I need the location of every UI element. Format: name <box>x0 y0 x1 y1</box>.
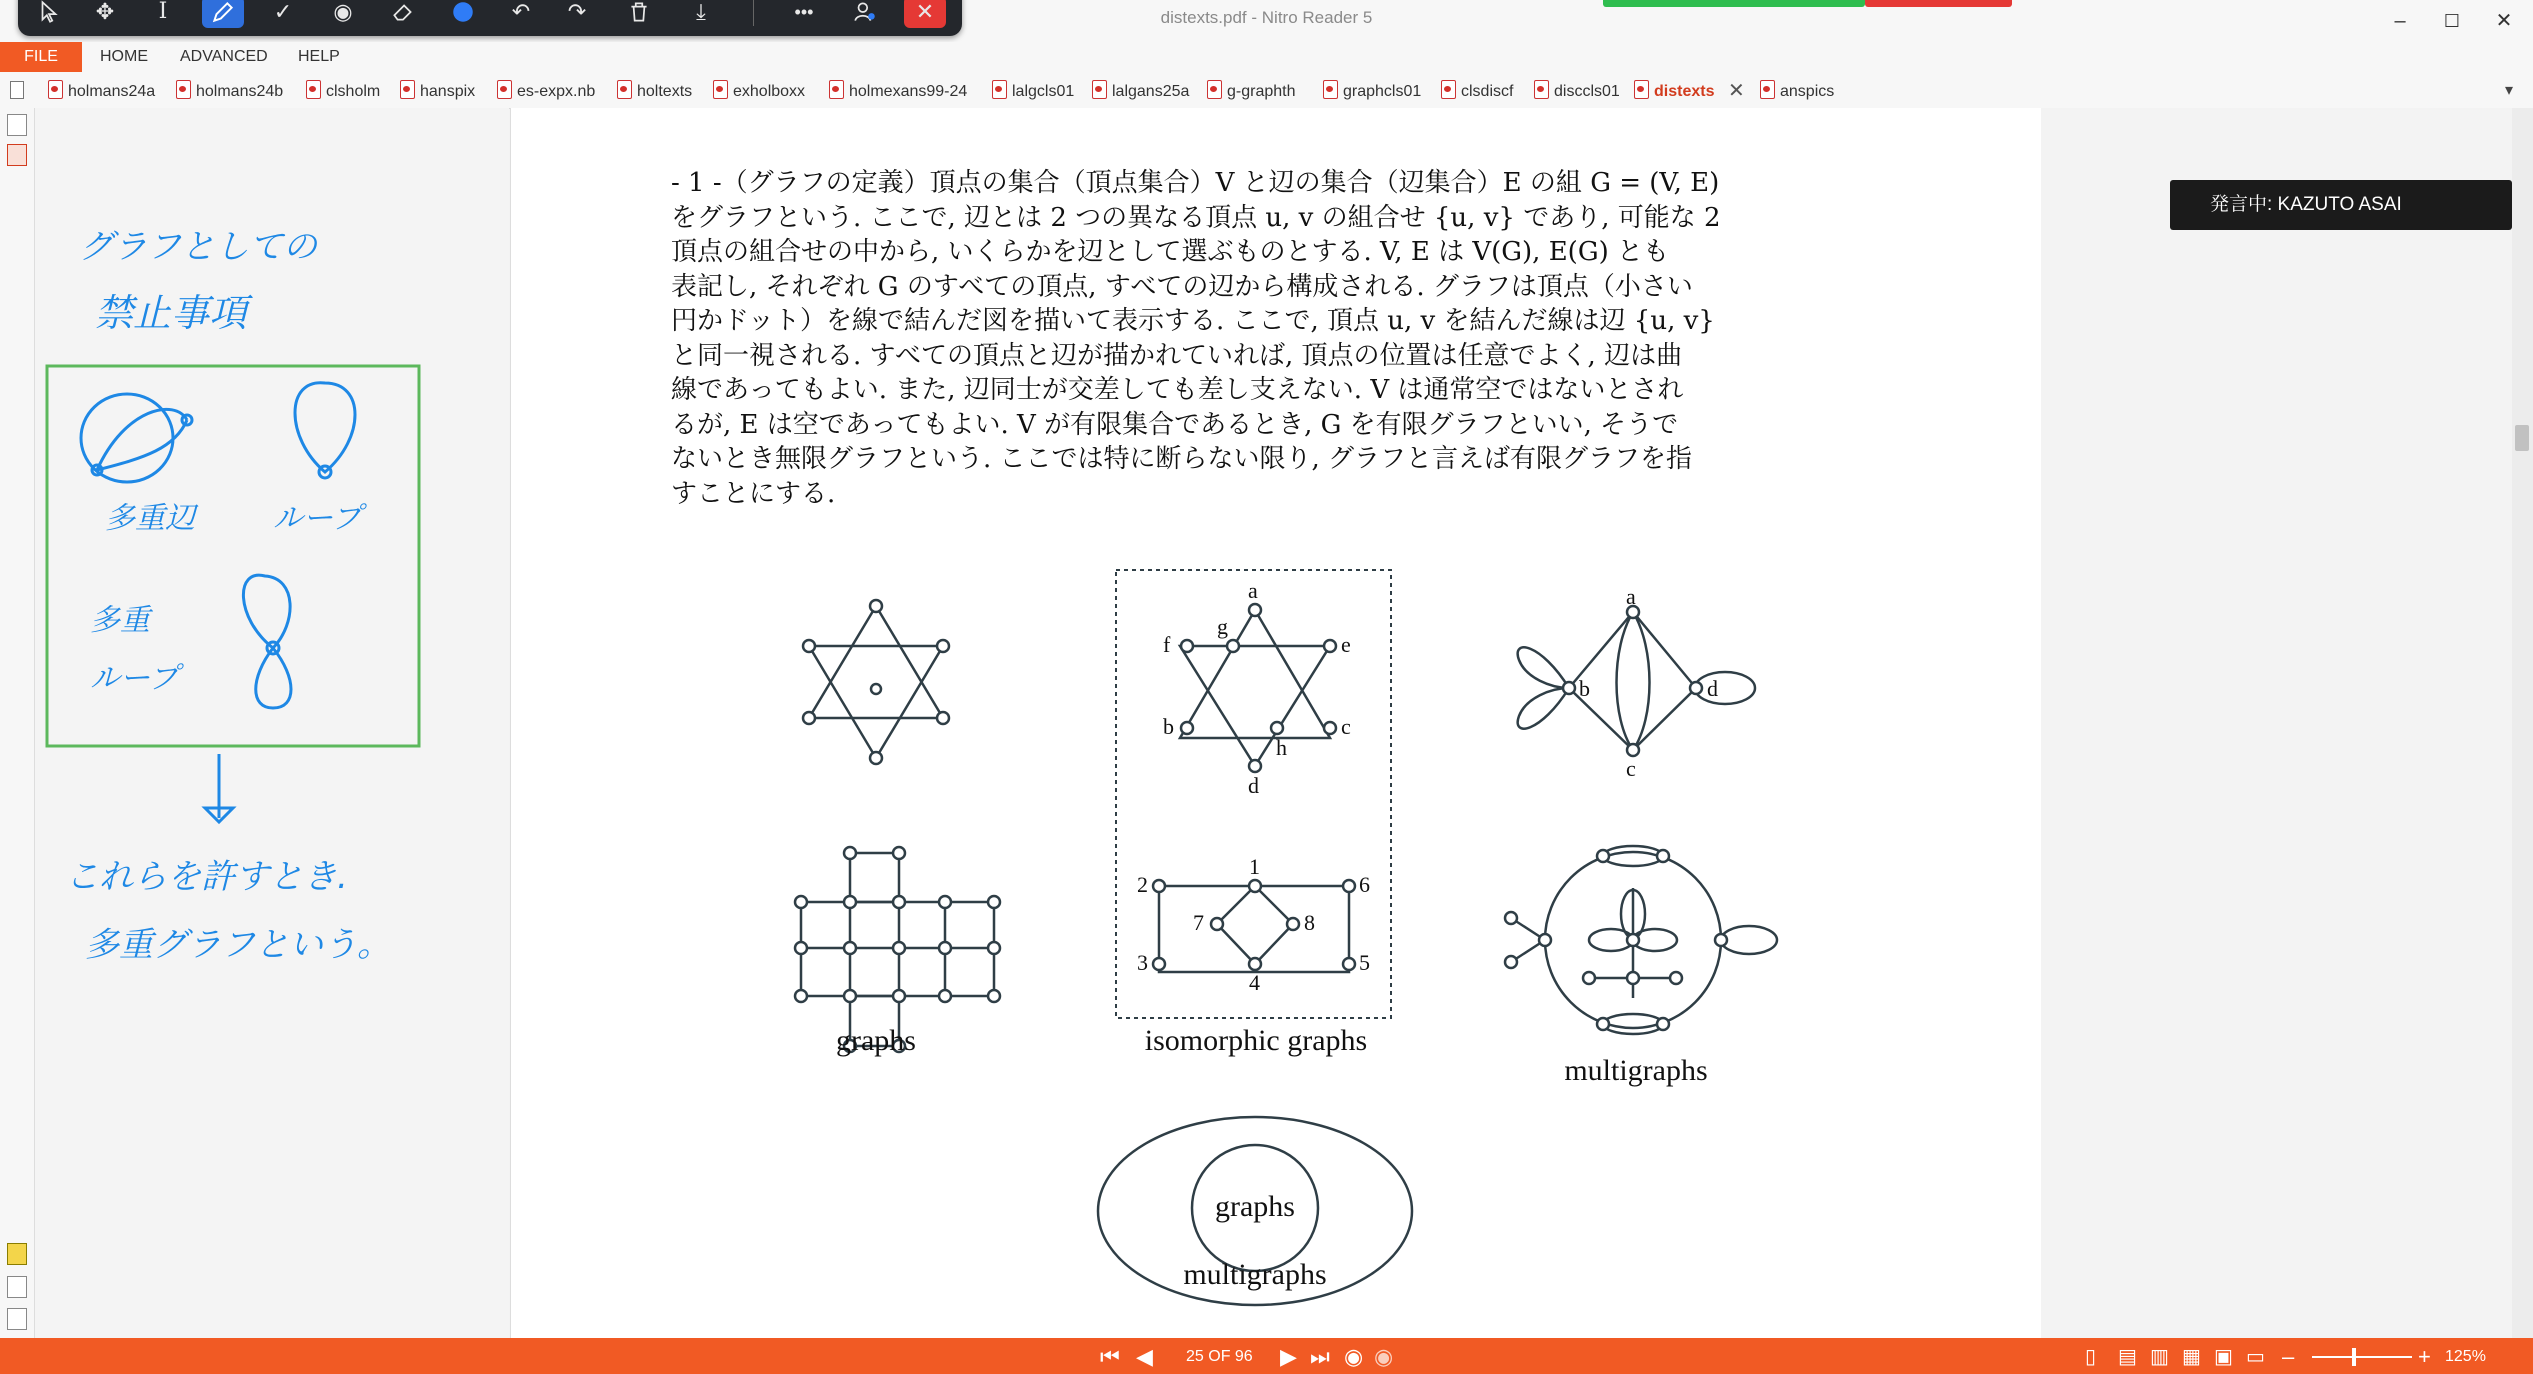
vertex-label-g: g <box>1217 614 1228 639</box>
continuous-view-icon[interactable]: ▤ <box>2118 1346 2137 1368</box>
fit-page-icon[interactable]: ▣ <box>2214 1346 2233 1368</box>
multi-loop-sketch-bottom <box>256 648 291 708</box>
tab-holtexts[interactable]: holtexts <box>617 80 692 101</box>
previous-page-icon[interactable]: ◀ <box>1136 1344 1153 1369</box>
loop-sketch <box>295 383 355 472</box>
vertex-label-f: f <box>1163 632 1171 657</box>
pdf-file-icon <box>306 80 321 99</box>
tab-hanspix[interactable]: hanspix <box>400 80 475 101</box>
tab-exholboxx[interactable]: exholboxx <box>713 80 805 101</box>
recording-indicator-red <box>1865 0 2012 7</box>
left-sidebar-strip <box>0 108 35 1338</box>
tab-lalgcls01[interactable]: lalgcls01 <box>992 80 1074 101</box>
speaker-indicator: 発言中: KAZUTO ASAI <box>2170 180 2512 230</box>
paragraph-line: をグラフという. ここで, 辺とは 2 つの異なる頂点 u, v の組合せ {u, v} であり, 可能な 2 <box>671 202 1721 233</box>
color-picker-icon[interactable] <box>442 0 484 28</box>
pdf-file-icon <box>992 80 1007 99</box>
toolbar-divider <box>753 0 754 26</box>
paragraph-line: と同一視される. すべての頂点と辺が描かれていれば, 頂点の位置は任意でよく, 辺は曲 <box>671 340 1683 371</box>
graph-figures <box>511 108 2041 1338</box>
layers-panel-icon[interactable] <box>7 1308 27 1330</box>
vertex-label-multi-b: b <box>1579 676 1590 701</box>
multi-edge-sketch-curve <box>81 394 173 482</box>
tab-holmans24b[interactable]: holmans24b <box>176 80 283 101</box>
note-heading-1: グラフとしての <box>79 227 317 267</box>
paragraph-line: 頂点の組合せの中から, いくらかを辺として選ぶものとする. V, E は V(G), E(G) とも <box>671 237 1669 267</box>
pdf-file-icon <box>829 80 844 99</box>
pdf-file-icon <box>400 80 415 99</box>
vertex-label-6: 6 <box>1359 872 1370 897</box>
vertex-label-e: e <box>1341 632 1351 657</box>
select-arrow-icon[interactable] <box>28 0 70 28</box>
paragraph-line: すことにする. <box>671 478 836 509</box>
note-conclusion-1: これらを許すとき. <box>65 857 348 897</box>
next-page-icon[interactable]: ▶ <box>1280 1344 1297 1369</box>
tab-g-graphth[interactable]: g-graphth <box>1207 80 1296 101</box>
paragraph-line: るが, E は空であってもよい. V が有限集合であるとき, G を有限グラフといい, そうで <box>671 409 1679 440</box>
venn-label-graphs: graphs <box>1215 1190 1295 1223</box>
zoom-slider-track[interactable] <box>2312 1356 2412 1358</box>
pdf-file-icon <box>1323 80 1338 99</box>
figure-numbered-square-graph <box>1153 880 1355 972</box>
pdf-file-icon <box>713 80 728 99</box>
minimize-icon[interactable]: – <box>2394 10 2406 32</box>
single-page-view-icon[interactable]: ▯ <box>2085 1346 2097 1368</box>
note-label-multi-edge: 多重辺 <box>105 501 195 536</box>
close-window-icon[interactable]: ✕ <box>2495 10 2513 32</box>
text-cursor-icon[interactable]: I <box>158 0 168 24</box>
note-label-loop: ループ <box>273 501 362 536</box>
tab-es-expx[interactable]: es-expx.nb <box>497 80 595 101</box>
figure-labelled-hexagram <box>1180 604 1336 772</box>
paragraph-line: 円かドット）を線で結んだ図を描いて表示する. ここで, 頂点 u, v を結んだ線は辺 {u, v} <box>671 306 1715 336</box>
bookmarks-panel-icon[interactable] <box>7 144 27 166</box>
first-page-icon[interactable]: ⏮ <box>1100 1344 1120 1369</box>
pdf-file-icon <box>1634 80 1649 99</box>
vertex-label-multi-c: c <box>1626 756 1636 781</box>
pdf-file-icon <box>1092 80 1107 99</box>
document-tab-bar <box>0 72 2533 109</box>
window-title: distexts.pdf - Nitro Reader 5 <box>1160 8 1373 27</box>
venn-label-multigraphs: multigraphs <box>1183 1258 1327 1291</box>
laser-pointer-icon[interactable]: ◉ <box>333 0 353 24</box>
facing-continuous-view-icon[interactable]: ▦ <box>2182 1346 2201 1368</box>
stop-annotate-close-icon[interactable]: ✕ <box>904 0 946 28</box>
figure-circular-multigraph <box>1505 846 1777 1034</box>
attachments-panel-icon[interactable] <box>7 1276 27 1298</box>
vertex-label-4: 4 <box>1249 970 1260 995</box>
pdf-file-icon <box>497 80 512 99</box>
vertex-label-multi-d: d <box>1707 676 1718 701</box>
pages-panel-icon[interactable] <box>7 114 27 136</box>
participants-icon[interactable] <box>844 0 886 28</box>
vertex-label-1: 1 <box>1249 854 1260 879</box>
tab-disccls01[interactable]: disccls01 <box>1534 80 1620 101</box>
tab-distexts[interactable]: distexts <box>1634 80 1714 101</box>
pdf-file-icon <box>1534 80 1549 99</box>
tab-graphcls01[interactable]: graphcls01 <box>1323 80 1421 101</box>
tab-clsholm[interactable]: clsholm <box>306 80 380 101</box>
checkmark-icon[interactable]: ✓ <box>273 0 293 24</box>
vertex-label-multi-a: a <box>1626 584 1636 609</box>
vertex-label-c: c <box>1341 714 1351 739</box>
menu-advanced[interactable]: ADVANCED <box>180 48 268 65</box>
tab-lalgans25a[interactable]: lalgans25a <box>1092 80 1189 101</box>
pdf-file-icon <box>1760 80 1775 99</box>
tab-clsdiscf[interactable]: clsdiscf <box>1441 80 1513 101</box>
vertex-label-2: 2 <box>1137 872 1148 897</box>
caption-graphs: graphs <box>836 1024 916 1057</box>
undo-icon[interactable]: ↶ <box>511 0 531 24</box>
vertex-label-7: 7 <box>1193 910 1204 935</box>
last-page-icon[interactable]: ⏭ <box>1310 1344 1330 1369</box>
vertical-scrollbar[interactable] <box>2512 108 2533 1338</box>
vertex-label-a: a <box>1248 578 1258 603</box>
back-view-icon[interactable]: ◉ <box>1344 1344 1364 1369</box>
tab-anspics[interactable]: anspics <box>1760 80 1834 101</box>
paragraph-line: 表記し, それぞれ G のすべての頂点, すべての辺から構成される. グラフは頂点（小さい <box>671 271 1693 302</box>
note-heading-2: 禁止事項 <box>95 291 248 335</box>
pdf-file-icon <box>176 80 191 99</box>
vertex-label-8: 8 <box>1304 910 1315 935</box>
menu-home[interactable]: HOME <box>100 48 148 65</box>
notes-canvas <box>35 108 509 1338</box>
figure-multigraph-diamond <box>1518 606 1755 756</box>
maximize-icon[interactable]: ☐ <box>2443 11 2461 31</box>
more-icon[interactable]: ••• <box>794 2 814 22</box>
redo-icon[interactable]: ↷ <box>567 0 587 24</box>
figure-hexagram-graph <box>803 600 949 764</box>
menu-bar <box>0 42 2533 72</box>
zoom-slider-thumb[interactable] <box>2352 1348 2356 1366</box>
paragraph-line: 線であってもよい. また, 辺同士が交差しても差し支えない. V は通常空ではないとされ <box>671 375 1684 405</box>
scrollbar-thumb[interactable] <box>2515 425 2529 451</box>
menu-help[interactable]: HELP <box>298 48 340 65</box>
tab-holmans24a[interactable]: holmans24a <box>48 80 155 101</box>
zoom-level[interactable]: 125% <box>2445 1348 2486 1365</box>
right-margin <box>2041 108 2533 1338</box>
note-conclusion-2: 多重グラフという。 <box>85 925 391 965</box>
pdf-file-icon <box>48 80 63 99</box>
pen-icon[interactable] <box>202 0 244 28</box>
note-label-multi-loop-2: ループ <box>90 661 179 696</box>
paragraph-line: - 1 -（グラフの定義）頂点の集合（頂点集合）V と辺の集合（辺集合）E の組 G = (V, E) <box>671 168 1720 198</box>
pdf-file-icon <box>617 80 632 99</box>
tab-holmexans99-24[interactable]: holmexans99-24 <box>829 80 967 101</box>
handwritten-notes-panel <box>35 108 509 1338</box>
vertex-label-h: h <box>1276 735 1287 760</box>
facing-view-icon[interactable]: ▥ <box>2150 1346 2169 1368</box>
vertex-label-d: d <box>1248 773 1259 798</box>
caption-multigraphs: multigraphs <box>1564 1054 1708 1087</box>
tabs-overflow-chevron-icon[interactable]: ▾ <box>2505 82 2514 99</box>
close-tab-icon[interactable]: ✕ <box>1728 80 1745 102</box>
status-bar <box>0 1338 2533 1374</box>
download-icon[interactable]: ⤓ <box>696 0 706 24</box>
page-thumbnail-icon[interactable] <box>10 81 24 99</box>
vertex-label-b: b <box>1163 714 1174 739</box>
note-label-multi-loop-1: 多重 <box>90 603 150 638</box>
pdf-file-icon <box>1441 80 1456 99</box>
vertex-label-3: 3 <box>1137 950 1148 975</box>
multi-loop-sketch-top <box>243 575 290 648</box>
caption-isomorphic-graphs: isomorphic graphs <box>1144 1024 1368 1057</box>
forward-view-icon[interactable]: ◉ <box>1374 1344 1394 1369</box>
menu-file[interactable]: FILE <box>0 42 82 72</box>
page-indicator[interactable]: 25 OF 96 <box>1186 1348 1253 1365</box>
eraser-icon[interactable] <box>382 0 424 28</box>
recording-indicator-green <box>1603 0 1865 7</box>
comments-panel-icon[interactable] <box>7 1243 27 1265</box>
pdf-file-icon <box>1207 80 1222 99</box>
figure-cross-grid-graph <box>795 847 1000 1052</box>
annotation-toolbar <box>18 0 962 36</box>
arrow-down-icon <box>205 754 233 822</box>
zoom-out-icon[interactable]: – <box>2282 1344 2295 1369</box>
vertex-label-5: 5 <box>1359 950 1370 975</box>
pdf-page <box>510 108 2042 1338</box>
fit-width-icon[interactable]: ▭ <box>2246 1346 2265 1368</box>
zoom-in-icon[interactable]: + <box>2418 1344 2431 1369</box>
paragraph-line: ないとき無限グラフという. ここでは特に断らない限り, グラフと言えば有限グラフを指 <box>671 444 1693 474</box>
pan-move-icon[interactable]: ✥ <box>95 0 115 24</box>
trash-icon[interactable] <box>618 0 660 28</box>
